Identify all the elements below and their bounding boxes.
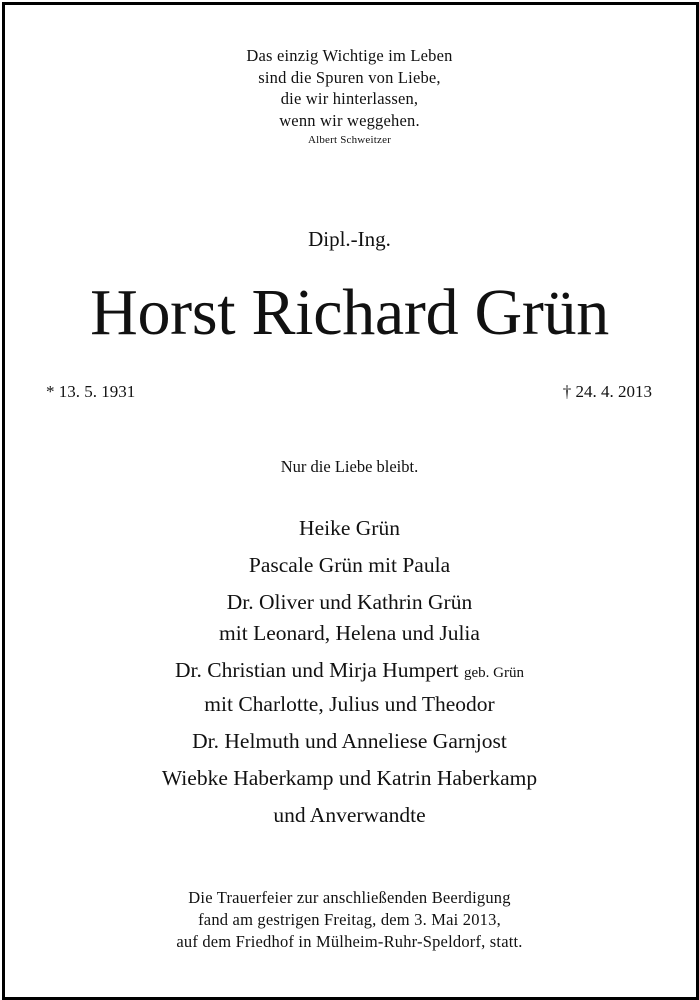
mourner-line: mit Leonard, Helena und Julia	[219, 621, 480, 645]
mourner-line: Heike Grün	[299, 516, 400, 540]
mourners-list	[0, 513, 699, 831]
academic-title: Dipl.-Ing.	[308, 227, 391, 251]
mourner-line: Dr. Oliver und Kathrin Grün	[226, 590, 473, 614]
funeral-notice	[0, 887, 699, 953]
memorial-quote: Nur die Liebe bleibt.	[280, 457, 419, 476]
mourner-entry	[0, 513, 699, 544]
mourner-line: Dr. Helmuth und Anneliese Garnjost	[192, 729, 507, 753]
mourner-name: Dr. Christian und Mirja Humpert	[174, 658, 459, 682]
motto-block	[0, 45, 699, 149]
mourner-entry	[0, 655, 699, 720]
obituary-border	[2, 2, 699, 1000]
motto-line: sind die Spuren von Liebe,	[258, 67, 441, 87]
mourner-entry	[0, 763, 699, 794]
maiden-name-note: geb. Grün	[464, 665, 525, 681]
mourner-line	[0, 655, 699, 689]
life-dates	[46, 381, 652, 403]
mourner-line: Wiebke Haberkamp und Katrin Haberkamp	[161, 766, 538, 790]
deceased-name: Horst Richard Grün	[90, 276, 609, 349]
mourner-entry	[0, 800, 699, 831]
mourner-line: und Anverwandte	[273, 803, 426, 827]
motto-line: Das einzig Wichtige im Leben	[246, 46, 453, 65]
notice-line: Die Trauerfeier zur anschließenden Beerdigung	[188, 888, 511, 907]
notice-line: auf dem Friedhof in Mülheim-Ruhr-Speldorf, statt.	[176, 932, 523, 951]
mourner-line: mit Charlotte, Julius und Theodor	[204, 692, 495, 716]
mourner-entry	[0, 587, 699, 649]
birth-date: * 13. 5. 1931	[46, 382, 136, 401]
mourner-line: Pascale Grün mit Paula	[248, 553, 451, 577]
motto-line: wenn wir weggehen.	[279, 110, 420, 130]
motto-line: die wir hinterlassen,	[280, 89, 419, 108]
notice-line: fand am gestrigen Freitag, dem 3. Mai 2013,	[198, 910, 501, 929]
death-date: † 24. 4. 2013	[562, 382, 652, 401]
mourner-entry	[0, 726, 699, 757]
motto-author: Albert Schweitzer	[307, 134, 392, 146]
mourner-entry	[0, 550, 699, 581]
